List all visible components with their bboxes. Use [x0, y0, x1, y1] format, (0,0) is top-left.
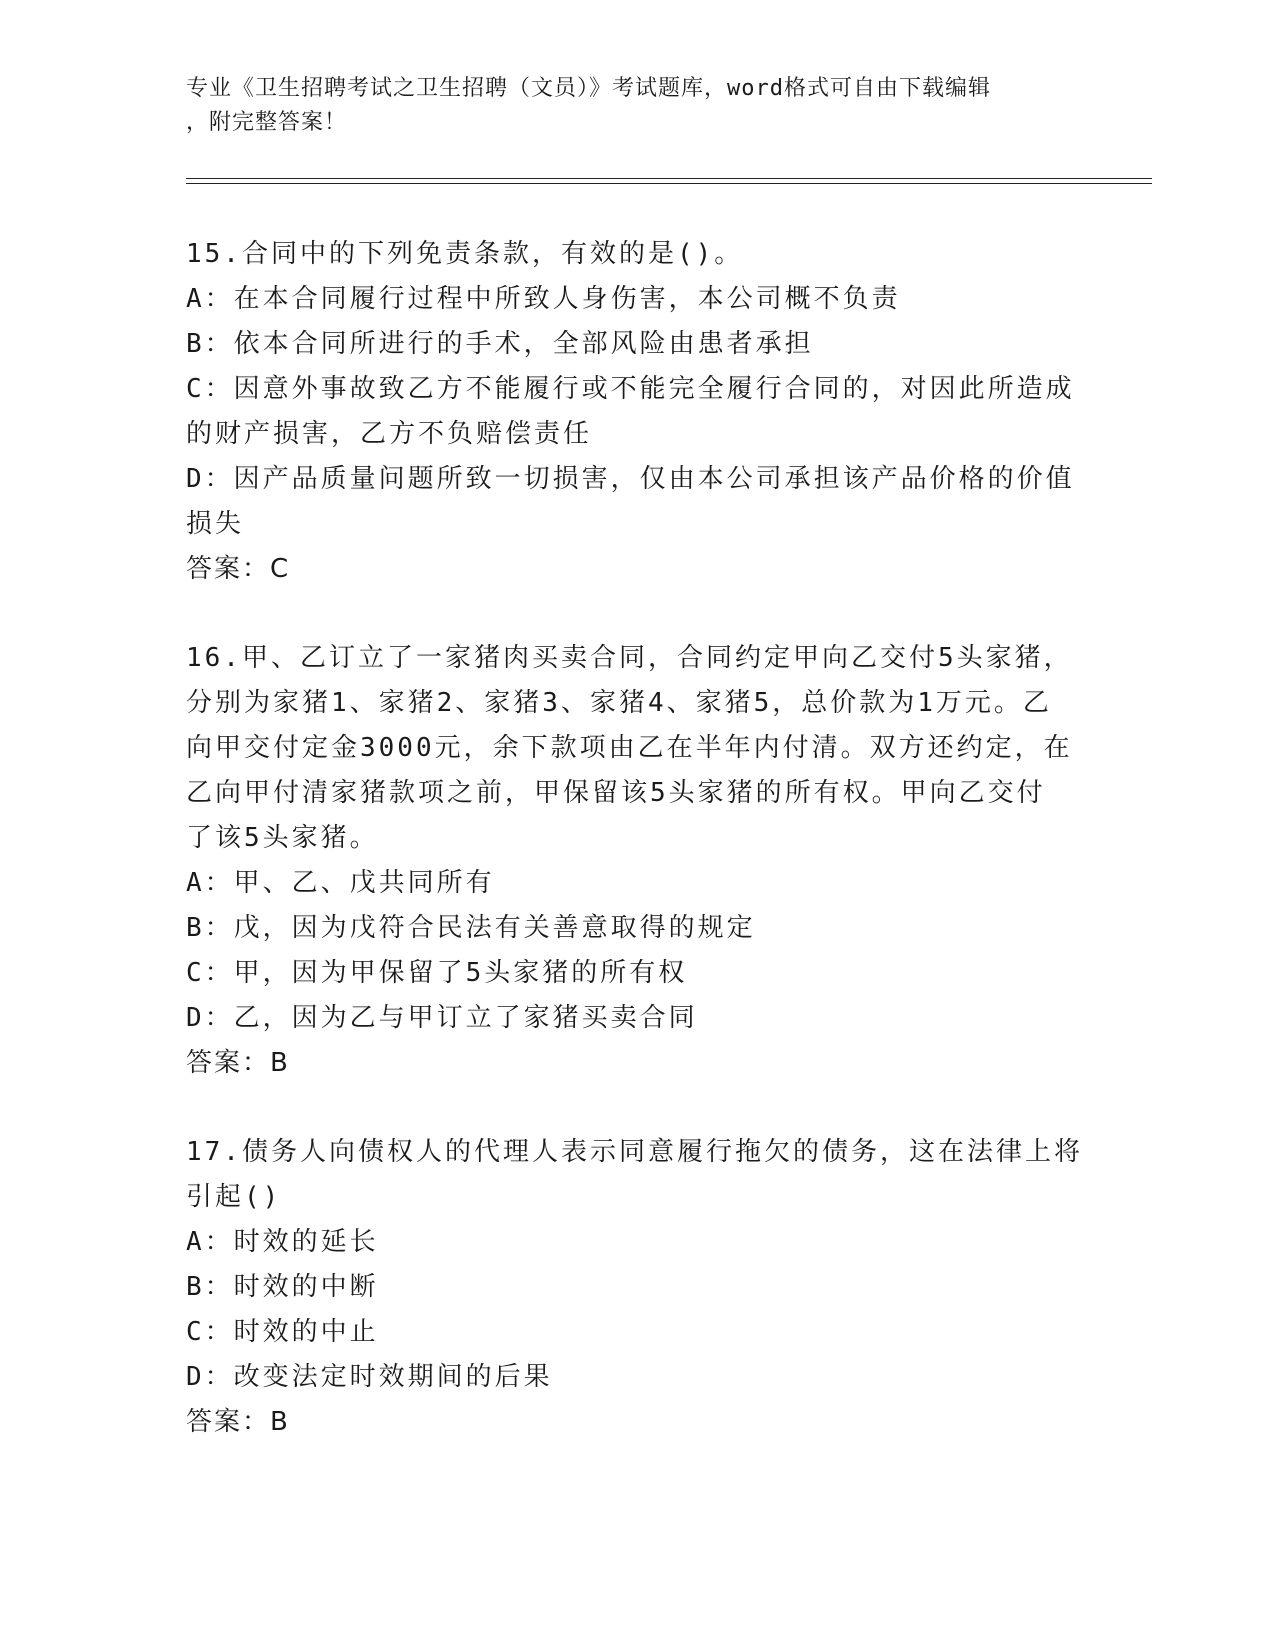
- question-15-option-b: B：依本合同所进行的手术，全部风险由患者承担: [186, 329, 814, 359]
- question-16-stem-line-3: 向甲交付定金3000元，余下款项由乙在半年内付清。双方还约定，在: [186, 733, 1073, 763]
- question-15-option-a: A：在本合同履行过程中所致人身伤害，本公司概不负责: [186, 284, 901, 314]
- question-15-option-d: D：因产品质量问题所致一切损害，仅由本公司承担该产品价格的价值: [186, 464, 1075, 494]
- document-header: [186, 72, 1066, 140]
- question-17-stem-line-2: 引起(): [186, 1182, 282, 1212]
- question-17: [186, 1130, 1086, 1445]
- question-16-stem-line-1: 16.甲、乙订立了一家猪肉买卖合同，合同约定甲向乙交付5头家猪，: [186, 643, 1073, 673]
- question-16-option-a: A：甲、乙、戊共同所有: [186, 868, 495, 898]
- question-16-stem-line-2: 分别为家猪1、家猪2、家猪3、家猪4、家猪5，总价款为1万元。乙: [186, 688, 1052, 718]
- header-line-2: ，附完整答案！: [186, 110, 348, 135]
- question-15: [186, 232, 1086, 592]
- question-17-option-c: C：时效的中止: [186, 1317, 379, 1347]
- question-15-stem: 15.合同中的下列免责条款，有效的是()。: [186, 239, 744, 269]
- header-line-1: 专业《卫生招聘考试之卫生招聘（文员）》考试题库，word格式可自由下载编辑: [186, 76, 991, 101]
- question-15-answer: 答案：C: [186, 554, 291, 584]
- question-17-option-a: A：时效的延长: [186, 1227, 379, 1257]
- question-15-option-c-cont: 的财产损害，乙方不负赔偿责任: [186, 419, 593, 449]
- question-16-stem-line-5: 了该5头家猪。: [186, 823, 379, 853]
- question-15-option-c: C：因意外事故致乙方不能履行或不能完全履行合同的，对因此所造成: [186, 374, 1075, 404]
- question-16-answer: 答案：B: [186, 1048, 290, 1078]
- question-17-stem-line-1: 17.债务人向债权人的代理人表示同意履行拖欠的债务，这在法律上将: [186, 1137, 1083, 1167]
- header-double-rule: [186, 178, 1152, 184]
- question-16: [186, 636, 1086, 1086]
- question-16-option-d: D：乙，因为乙与甲订立了家猪买卖合同: [186, 1003, 698, 1033]
- question-list: [186, 232, 1086, 1489]
- question-15-option-d-cont: 损失: [186, 509, 245, 539]
- question-16-stem-line-4: 乙向甲付清家猪款项之前，甲保留该5头家猪的所有权。甲向乙交付: [186, 778, 1046, 808]
- question-17-option-b: B：时效的中断: [186, 1272, 379, 1302]
- question-17-answer: 答案：B: [186, 1407, 290, 1437]
- question-16-option-c: C：甲，因为甲保留了5头家猪的所有权: [186, 958, 688, 988]
- question-17-option-d: D：改变法定时效期间的后果: [186, 1362, 553, 1392]
- question-16-option-b: B：戊，因为戊符合民法有关善意取得的规定: [186, 913, 756, 943]
